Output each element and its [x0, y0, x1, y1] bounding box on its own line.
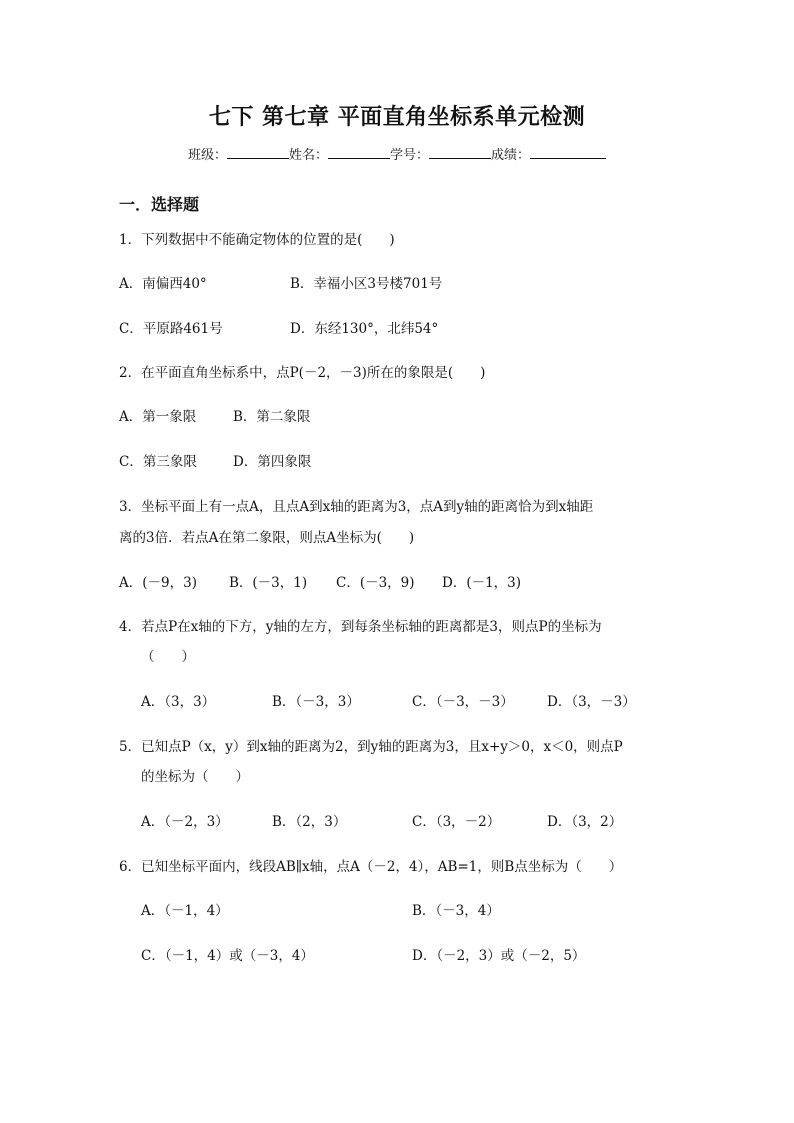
name-label: 姓名： [288, 148, 328, 163]
question-2-option-d: D．第四象限 [233, 454, 312, 470]
question-3-option-b: B．(－3，1) [229, 575, 308, 591]
class-label: 班级： [187, 148, 227, 163]
class-blank[interactable] [227, 146, 289, 159]
question-6-option-b: B．（－3，4） [412, 903, 500, 919]
id-label: 学号： [390, 148, 430, 163]
question-1-option-b: B．幸福小区3号楼701号 [290, 276, 443, 292]
question-5-option-d: D．（3，2） [547, 814, 623, 830]
question-3-option-c: C．(－3，9) [336, 575, 415, 591]
student-info-line [0, 144, 794, 163]
score-blank[interactable] [530, 146, 606, 159]
page-title: 七下 第七章 平面直角坐标系单元检测 [208, 104, 586, 130]
question-6-stem: 6．已知坐标平面内，线段AB∥x轴，点A（－2，4），AB=1，则B点坐标为（ ） [119, 859, 623, 875]
question-3-stem-line-2: 离的3倍．若点A在第二象限，则点A坐标为( ) [119, 530, 415, 546]
name-blank[interactable] [328, 146, 390, 159]
question-3-option-a: A．(－9，3) [119, 575, 197, 591]
id-blank[interactable] [429, 146, 491, 159]
question-6-option-d: D．（－2，3）或（－2，5） [412, 948, 586, 964]
question-4-option-b: B．（－3，3） [272, 694, 360, 710]
question-5-option-a: A．（－2，3） [141, 814, 229, 830]
question-1-option-a: A．南偏西40° [119, 276, 207, 292]
question-3-stem-line-1: 3．坐标平面上有一点A，且点A到x轴的距离为3，点A到y轴的距离恰为到x轴距 [119, 499, 594, 515]
question-6-option-a: A．（－1，4） [141, 903, 229, 919]
question-6-option-c: C．（－1，4）或（－3，4） [141, 948, 314, 964]
question-5-option-c: C．（3，－2） [412, 814, 501, 830]
question-2-option-b: B．第二象限 [233, 409, 311, 425]
question-3-option-d: D．(－1，3) [442, 575, 522, 591]
question-2-stem: 2．在平面直角坐标系中，点P(－2，－3)所在的象限是( ) [119, 365, 486, 381]
section-heading: 一．选择题 [119, 195, 200, 214]
question-5-stem-line-2: 的坐标为（ ） [141, 769, 249, 785]
question-5-option-b: B．（2，3） [272, 814, 347, 830]
question-4-stem-line-1: 4．若点P在x轴的下方，y轴的左方，到每条坐标轴的距离都是3，则点P的坐标为 [119, 619, 602, 635]
question-4-option-d: D．（3，－3） [547, 694, 636, 710]
question-1-option-d: D．东经130°，北纬54° [290, 321, 439, 337]
question-1-option-c: C．平原路461号 [119, 321, 223, 337]
score-label: 成绩： [491, 148, 531, 163]
question-4-stem-line-2: （ ） [141, 649, 195, 665]
question-2-option-c: C．第三象限 [119, 454, 197, 470]
question-2-option-a: A．第一象限 [119, 409, 197, 425]
question-4-option-c: C．（－3，－3） [412, 694, 514, 710]
question-4-option-a: A．（3，3） [141, 694, 216, 710]
question-1-stem: 1．下列数据中不能确定物体的位置的是( ) [119, 232, 395, 248]
question-5-stem-line-1: 5．已知点P（x，y）到x轴的距离为2，到y轴的距离为3，且x+y＞0，x＜0，则点P [119, 739, 623, 755]
